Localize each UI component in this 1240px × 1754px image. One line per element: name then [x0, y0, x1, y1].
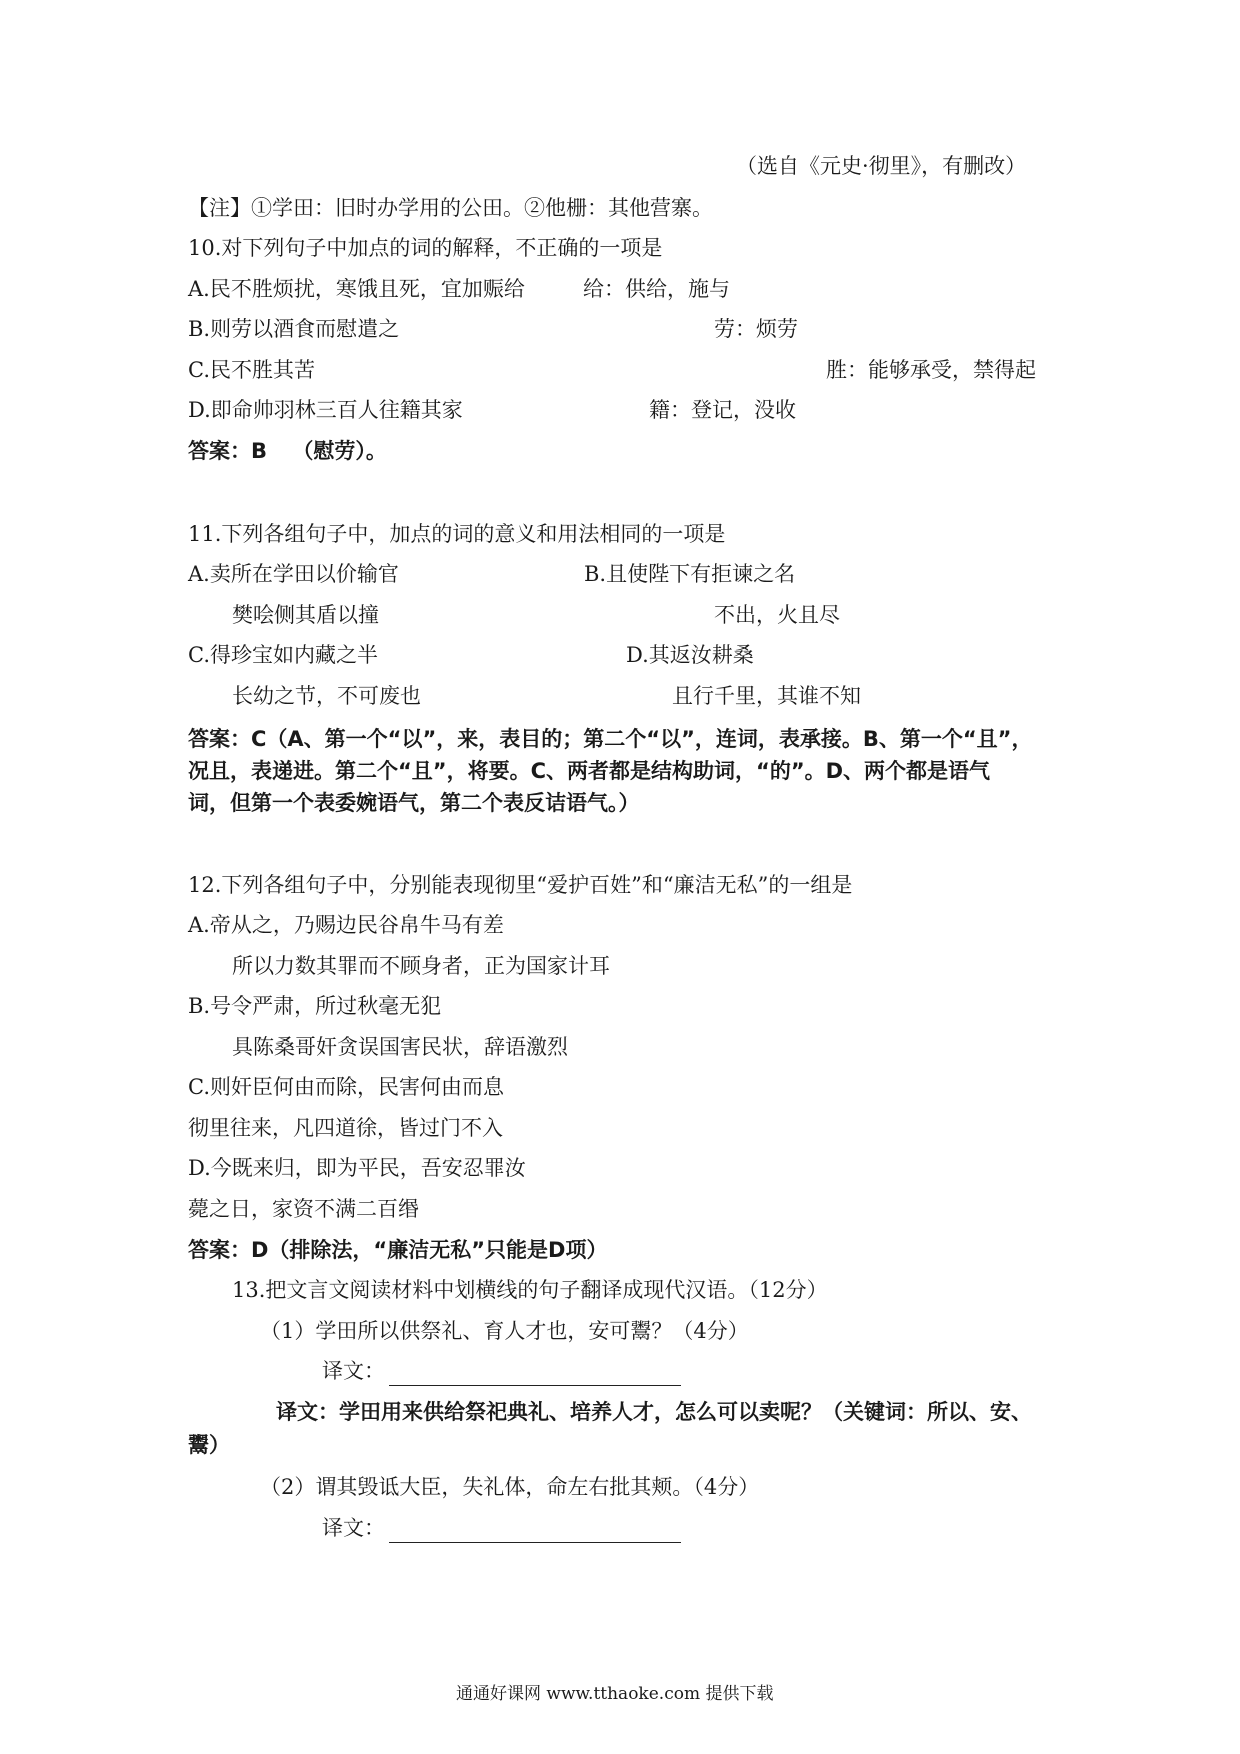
q12-line: B.号令严肃，所过秋毫无犯	[188, 994, 442, 1018]
q10-gloss-d: 籍：登记，没收	[649, 398, 796, 422]
q12-stem: 12.下列各组句子中，分别能表现彻里“爱护百姓”和“廉洁无私”的一组是	[188, 873, 853, 897]
q12-line: 所以力数其罪而不顾身者，正为国家计耳	[232, 954, 610, 978]
q12-line: 彻里往来，凡四道徐，皆过门不入	[188, 1116, 503, 1140]
q10-option-a: A.民不胜烦扰，寒饿且死，宜加赈给	[188, 277, 525, 301]
q10-stem: 10.对下列句子中加点的词的解释，不正确的一项是	[188, 236, 663, 260]
translation-blank-2[interactable]	[389, 1542, 681, 1543]
q12-line: 具陈桑哥奸贪误国害民状，辞语激烈	[232, 1035, 568, 1059]
q11-option-d1: D.其返汝耕桑	[626, 643, 754, 667]
q13-answer-1-line-2: 鬻）	[188, 1433, 230, 1457]
q11-option-a1: A.卖所在学田以价输官	[188, 562, 399, 586]
q11-option-d2: 且行千里，其谁不知	[672, 684, 861, 708]
page-footer: 通通好课网 www.tthaoke.com 提供下载	[456, 1684, 774, 1704]
q10-option-c: C.民不胜其苦	[188, 358, 315, 382]
q10-option-b: B.则劳以酒食而慰遣之	[188, 317, 400, 341]
annotation-note: 【注】①学田：旧时办学用的公田。②他栅：其他营寨。	[188, 196, 713, 220]
q10-option-d: D.即命帅羽林三百人往籍其家	[188, 398, 463, 422]
q13-answer-1-line-1: 译文：学田用来供给祭祀典礼、培养人才，怎么可以卖呢？（关键词：所以、安、	[276, 1400, 1032, 1424]
q10-answer: 答案：B （慰劳）。	[188, 439, 387, 463]
q13-sentence-1: （1）学田所以供祭礼、育人才也，安可鬻？（4分）	[260, 1319, 749, 1343]
source-citation: （选自《元史·彻里》，有删改）	[736, 154, 1027, 178]
translation-label: 译文：	[322, 1516, 385, 1540]
q11-option-c2: 长幼之节，不可废也	[232, 684, 421, 708]
q13-sentence-2: （2）谓其毁诋大臣，失礼体，命左右批其颊。（4分）	[260, 1475, 760, 1499]
q12-answer: 答案：D（排除法，“廉洁无私”只能是D项）	[188, 1238, 608, 1262]
q10-gloss-a: 给：供给，施与	[583, 277, 730, 301]
q13-translation-label-1	[322, 1357, 681, 1385]
q11-answer-line-2: 况且，表递进。第二个“且”，将要。C、两者都是结构助词，“的”。D、两个都是语气	[188, 759, 991, 783]
q12-line: 薨之日，家资不满二百缗	[188, 1197, 419, 1221]
q12-line: A.帝从之，乃赐边民谷帛牛马有差	[188, 913, 504, 937]
q13-stem: 13.把文言文阅读材料中划横线的句子翻译成现代汉语。（12分）	[232, 1278, 828, 1302]
q11-stem: 11.下列各组句子中，加点的词的意义和用法相同的一项是	[188, 522, 726, 546]
q10-gloss-c: 胜：能够承受，禁得起	[826, 358, 1036, 382]
q12-line: D.今既来归，即为平民，吾安忍罪汝	[188, 1156, 526, 1180]
q10-gloss-b: 劳：烦劳	[714, 317, 798, 341]
q13-translation-label-2	[322, 1514, 681, 1542]
q11-option-b1: B.且使陛下有拒谏之名	[584, 562, 796, 586]
translation-blank-1[interactable]	[389, 1385, 681, 1386]
q11-answer-line-1: 答案：C（A、第一个“以”，来，表目的；第二个“以”，连词，表承接。B、第一个“且”，	[188, 727, 1033, 751]
q11-answer-line-3: 词，但第一个表委婉语气，第二个表反诘语气。）	[188, 791, 640, 815]
q12-line: C.则奸臣何由而除，民害何由而息	[188, 1075, 504, 1099]
q11-option-c1: C.得珍宝如内藏之半	[188, 643, 378, 667]
q11-option-a2: 樊哙侧其盾以撞	[232, 603, 379, 627]
q11-option-b2: 不出，火且尽	[714, 603, 840, 627]
translation-label: 译文：	[322, 1359, 385, 1383]
